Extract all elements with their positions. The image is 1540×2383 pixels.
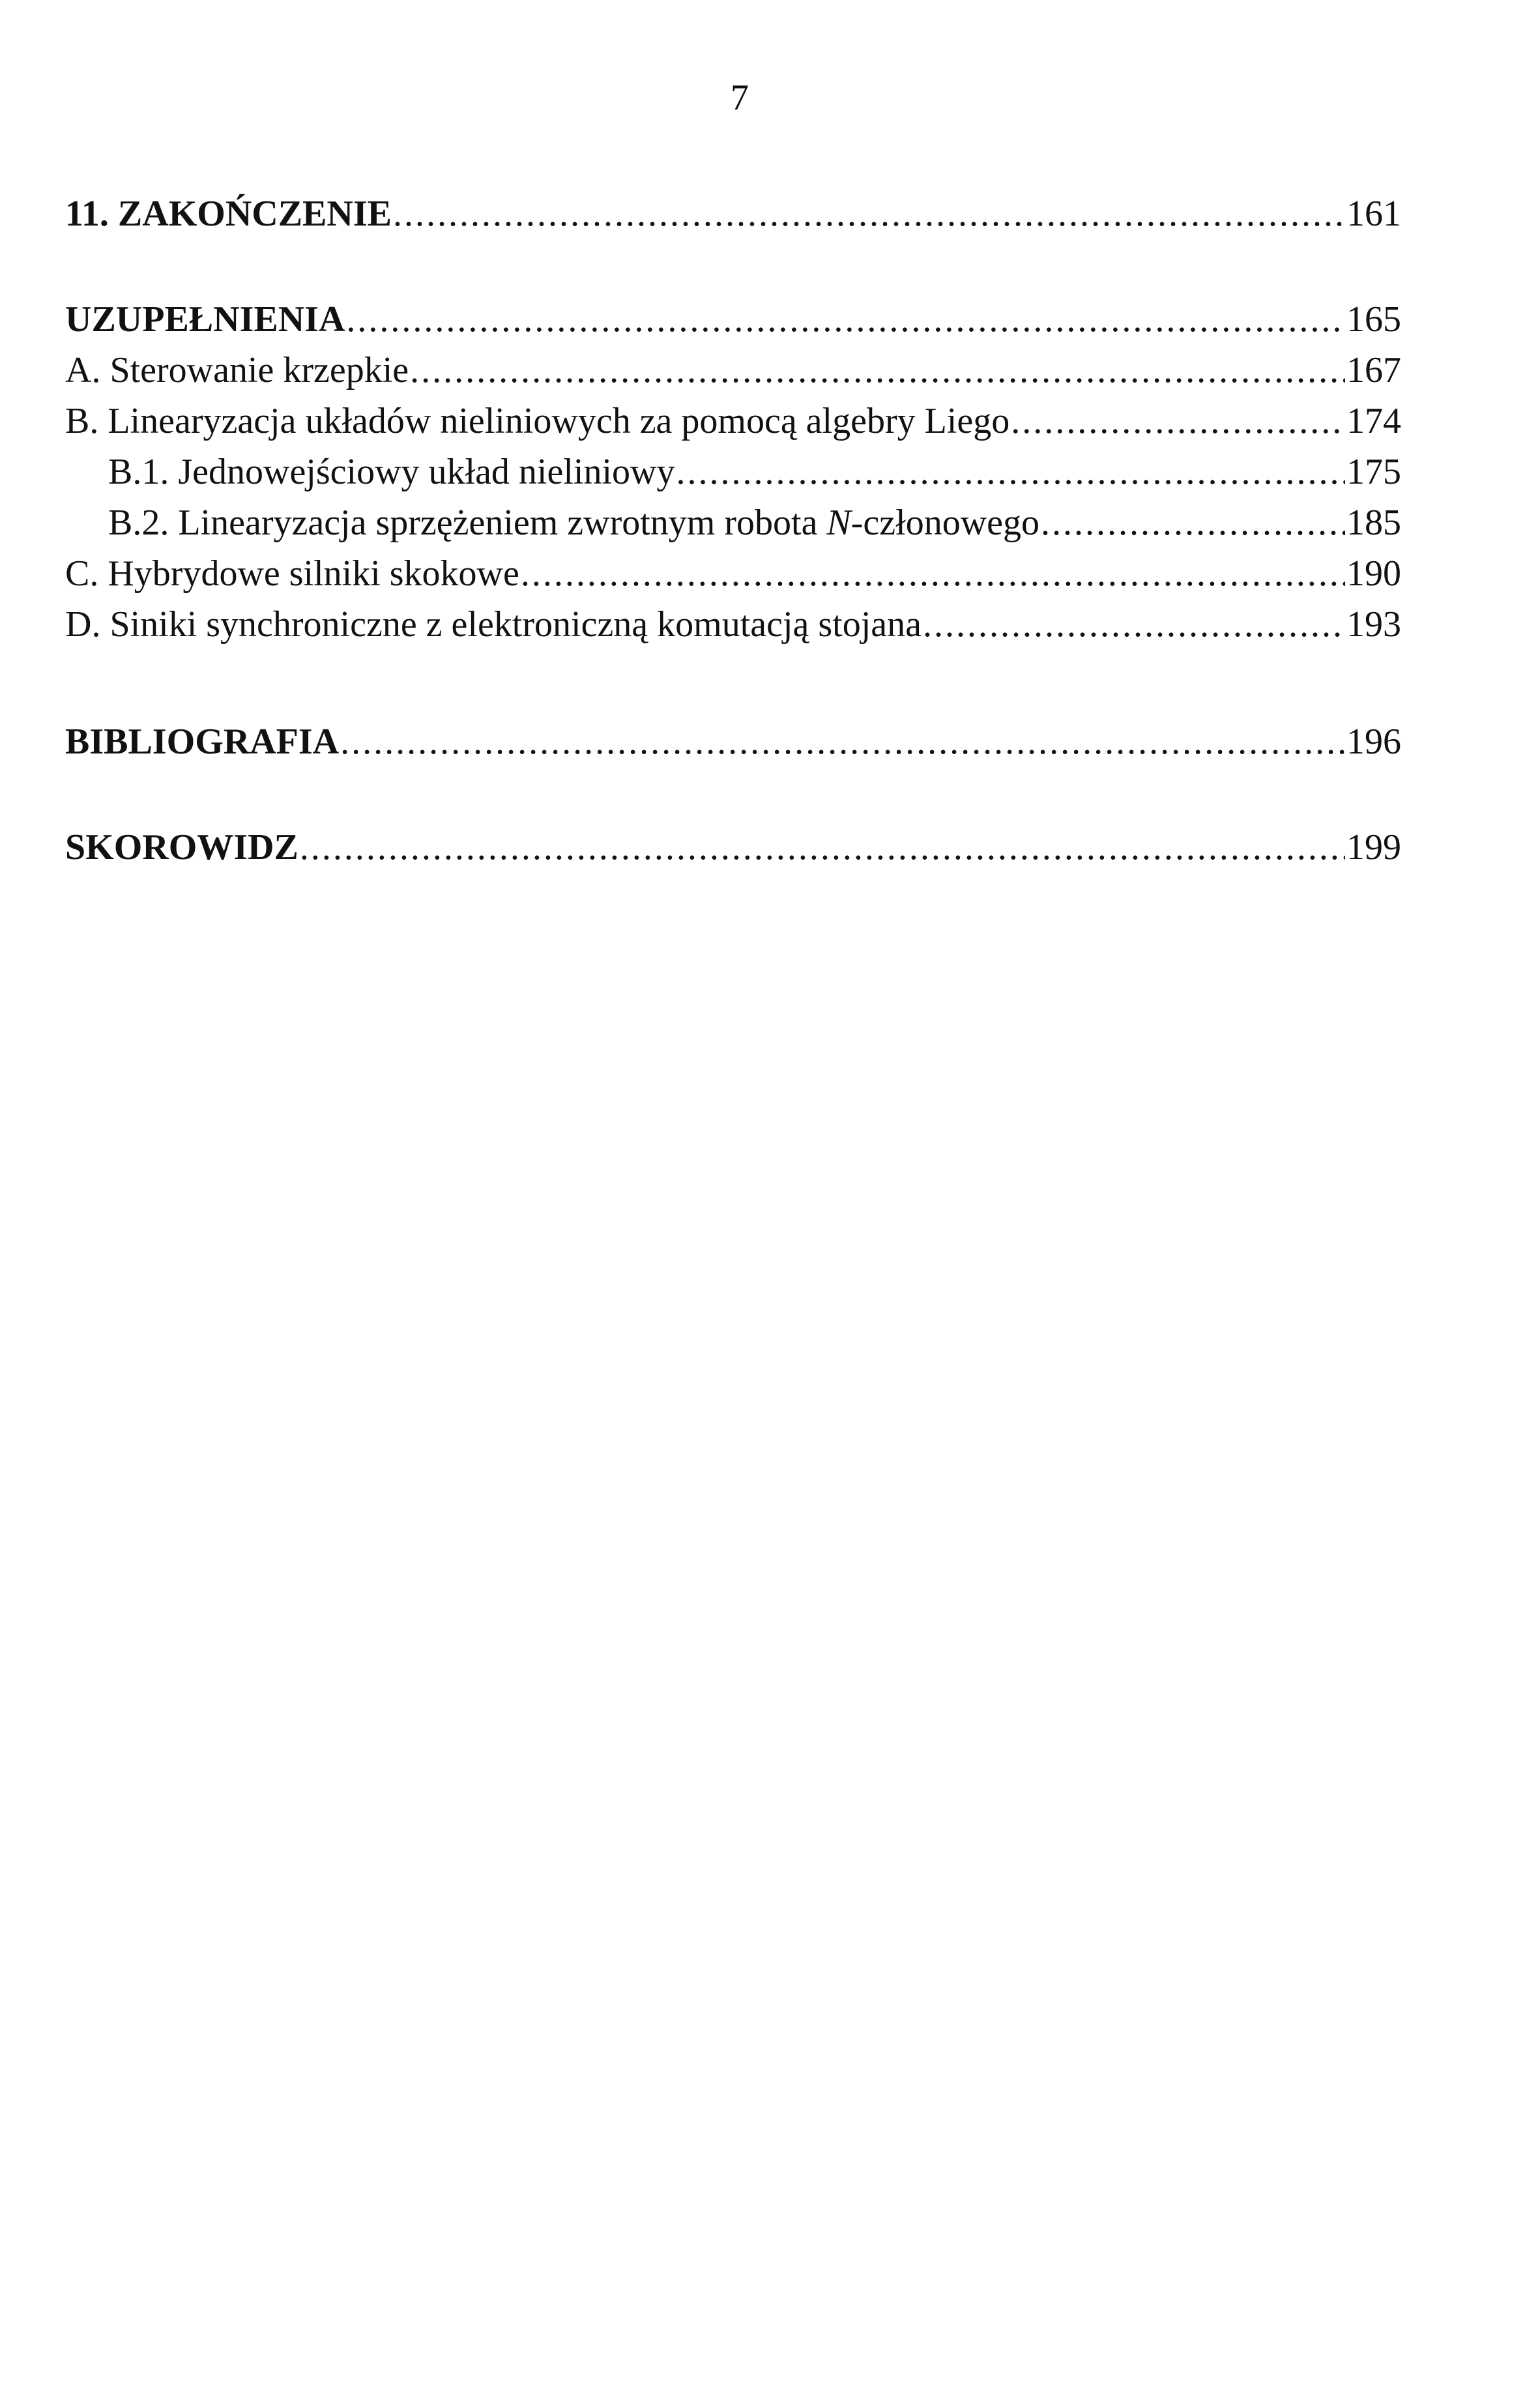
toc-entry-skorowidz <box>65 829 1401 866</box>
toc-entry-page: 196 <box>1346 722 1401 762</box>
toc-leader-dots <box>340 724 1345 760</box>
toc-entry-label: 11. ZAKOŃCZENIE <box>65 194 392 234</box>
toc-entry-label: BIBLIOGRAFIA <box>65 722 340 762</box>
toc-leader-dots <box>393 196 1345 232</box>
toc-entry-label: UZUPEŁNIENIA <box>65 299 345 340</box>
toc-leader-dots <box>923 606 1345 643</box>
toc-entry-appendix-a <box>65 352 1401 388</box>
toc-entry-page: 174 <box>1346 401 1401 441</box>
page-number: 7 <box>731 78 749 118</box>
toc-entry-page: 161 <box>1346 194 1401 234</box>
toc-label-suffix: -członowego <box>850 503 1039 543</box>
toc-entry-label: D. Siniki synchroniczne z elektroniczną komutacją stojana <box>65 604 922 645</box>
toc-label-italic: N <box>826 503 851 543</box>
toc-entry-label: C. Hybrydowe silniki skokowe <box>65 553 519 594</box>
toc-entry-page: 175 <box>1346 452 1401 492</box>
toc-entry-appendix-b1 <box>65 454 1401 490</box>
toc-leader-dots <box>1041 504 1345 541</box>
toc-entry-label <box>108 504 1039 541</box>
toc-label-prefix: B.2. Linearyzacja sprzężeniem zwrotnym robota <box>108 503 827 543</box>
toc-entry-appendix-c <box>65 555 1401 592</box>
toc-entry-label: B.1. Jednowejściowy układ nieliniowy <box>108 452 675 492</box>
toc-entry-page: 193 <box>1346 604 1401 645</box>
toc-leader-dots <box>521 555 1345 592</box>
toc-leader-dots <box>346 301 1345 338</box>
toc-leader-dots <box>300 829 1345 866</box>
toc-entry-page: 185 <box>1346 503 1401 543</box>
toc-entry-zakonczenie <box>65 196 1401 232</box>
toc-entry-label: B. Linearyzacja układów nieliniowych za pomocą algebry Liego <box>65 401 1010 441</box>
toc-entry-appendix-d <box>65 606 1401 643</box>
toc-leader-dots <box>1011 403 1345 439</box>
toc-entry-uzupelnienia <box>65 301 1401 338</box>
toc-entry-page: 167 <box>1346 350 1401 390</box>
toc-entry-page: 165 <box>1346 299 1401 340</box>
toc-entry-appendix-b <box>65 403 1401 439</box>
toc-entry-bibliografia <box>65 724 1401 760</box>
toc-entry-appendix-b2 <box>65 504 1401 541</box>
toc-entry-label: SKOROWIDZ <box>65 827 298 868</box>
toc-entry-label: A. Sterowanie krzepkie <box>65 350 409 390</box>
toc-entry-page: 199 <box>1346 827 1401 868</box>
toc-leader-dots <box>410 352 1345 388</box>
toc-leader-dots <box>676 454 1345 490</box>
toc-entry-page: 190 <box>1346 553 1401 594</box>
